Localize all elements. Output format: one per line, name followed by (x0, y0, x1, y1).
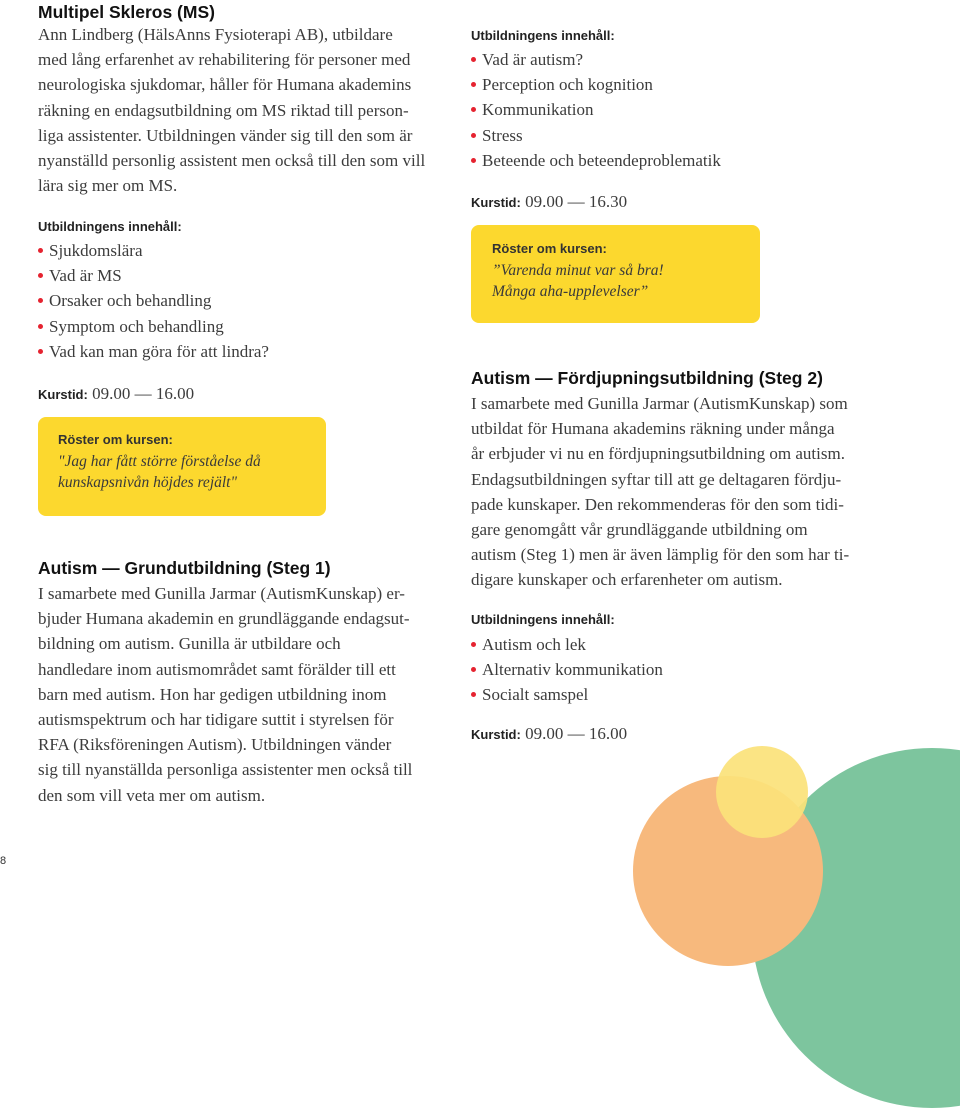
autism2-content-list (471, 632, 663, 708)
autism1-body: I samarbete med Gunilla Jarmar (AutismKunskap) er- bjuder Humana akademin en grundläggande endagsut- bildning om autism. Gunilla är utbildare och handledare inom autismområdet samt förälder till ett barn med autism. Hon har gedigen utbildning inom autismspektrum och har tidigare suttit i styrelsen för RFA (Riksföreningen Autism). Utbildningen vänder sig till nyanställda personliga assistenter men också till den som vill veta mer om autism. (38, 584, 413, 805)
kurstid-label: Kurstid: (471, 727, 521, 742)
quote-text: "Jag har fått större förståelse då kunskapsnivån höjdes rejält" (58, 453, 261, 491)
ms-title: Multipel Skleros (MS) (38, 2, 215, 22)
kurstid-value: 09.00 — 16.00 (525, 724, 628, 743)
ms-body: Ann Lindberg (HälsAnns Fysioterapi AB), utbildare med lång erfarenhet av rehabilitering för personer med neurologiska sjukdomar, håller för Humana akademins räkning en endagsutbildning om MS riktad till person- liga assistenter. Utbildningen vänder sig till den som är nyanställd personlig assistent men också till den som vill lära sig mer om MS. (38, 25, 426, 196)
list-item: Perception och kognition (471, 72, 721, 97)
list-item: Symptom och behandling (38, 314, 269, 339)
autism2-kurstid (471, 723, 627, 746)
autism1-kurstid (471, 191, 627, 214)
autism2-body: I samarbete med Gunilla Jarmar (AutismKunskap) som utbildat för Humana akademins räkning under många år erbjuder vi nu en fördjupningsutbildning om autism. Endagsutbildningen syftar till att ge deltagaren fördju- pade kunskaper. Den rekommenderas för den som tidi- gare genomgått vår grundläggande utbildning om autism (Steg 1) men är även lämplig för den som har ti- digare kunskaper och erfarenheter om autism. (471, 394, 850, 590)
page-number: 8 (0, 855, 7, 867)
autism2-title: Autism — Fördjupningsutbildning (Steg 2) (471, 368, 823, 388)
kurstid-value: 09.00 — 16.30 (525, 192, 628, 211)
autism1-content-list (471, 47, 721, 173)
list-item: Vad kan man göra för att lindra? (38, 339, 269, 364)
quote-label: Röster om kursen: (58, 432, 173, 447)
quote-label: Röster om kursen: (492, 241, 607, 256)
ms-content-label: Utbildningens innehåll: (38, 219, 182, 234)
list-item: Kommunikation (471, 97, 721, 122)
kurstid-label: Kurstid: (471, 195, 521, 210)
list-item: Beteende och beteendeproblematik (471, 148, 721, 173)
list-item: Orsaker och behandling (38, 288, 269, 313)
list-item: Socialt samspel (471, 682, 663, 707)
list-item: Vad är autism? (471, 47, 721, 72)
quote-text: ”Varenda minut var så bra! Många aha-upplevelser” (492, 262, 664, 300)
list-item: Vad är MS (38, 263, 269, 288)
kurstid-label: Kurstid: (38, 387, 88, 402)
autism1-title: Autism — Grundutbildning (Steg 1) (38, 558, 331, 578)
ms-kurstid (38, 383, 194, 406)
list-item: Stress (471, 123, 721, 148)
list-item: Alternativ kommunikation (471, 657, 663, 682)
autism1-content-label: Utbildningens innehåll: (471, 28, 615, 43)
ms-quote-box (38, 417, 326, 516)
list-item: Sjukdomslära (38, 238, 269, 263)
autism1-quote-box (471, 225, 760, 323)
decorative-yellow-circle (716, 746, 808, 838)
list-item: Autism och lek (471, 632, 663, 657)
kurstid-value: 09.00 — 16.00 (92, 384, 195, 403)
autism2-content-label: Utbildningens innehåll: (471, 612, 615, 627)
ms-content-list (38, 238, 269, 364)
